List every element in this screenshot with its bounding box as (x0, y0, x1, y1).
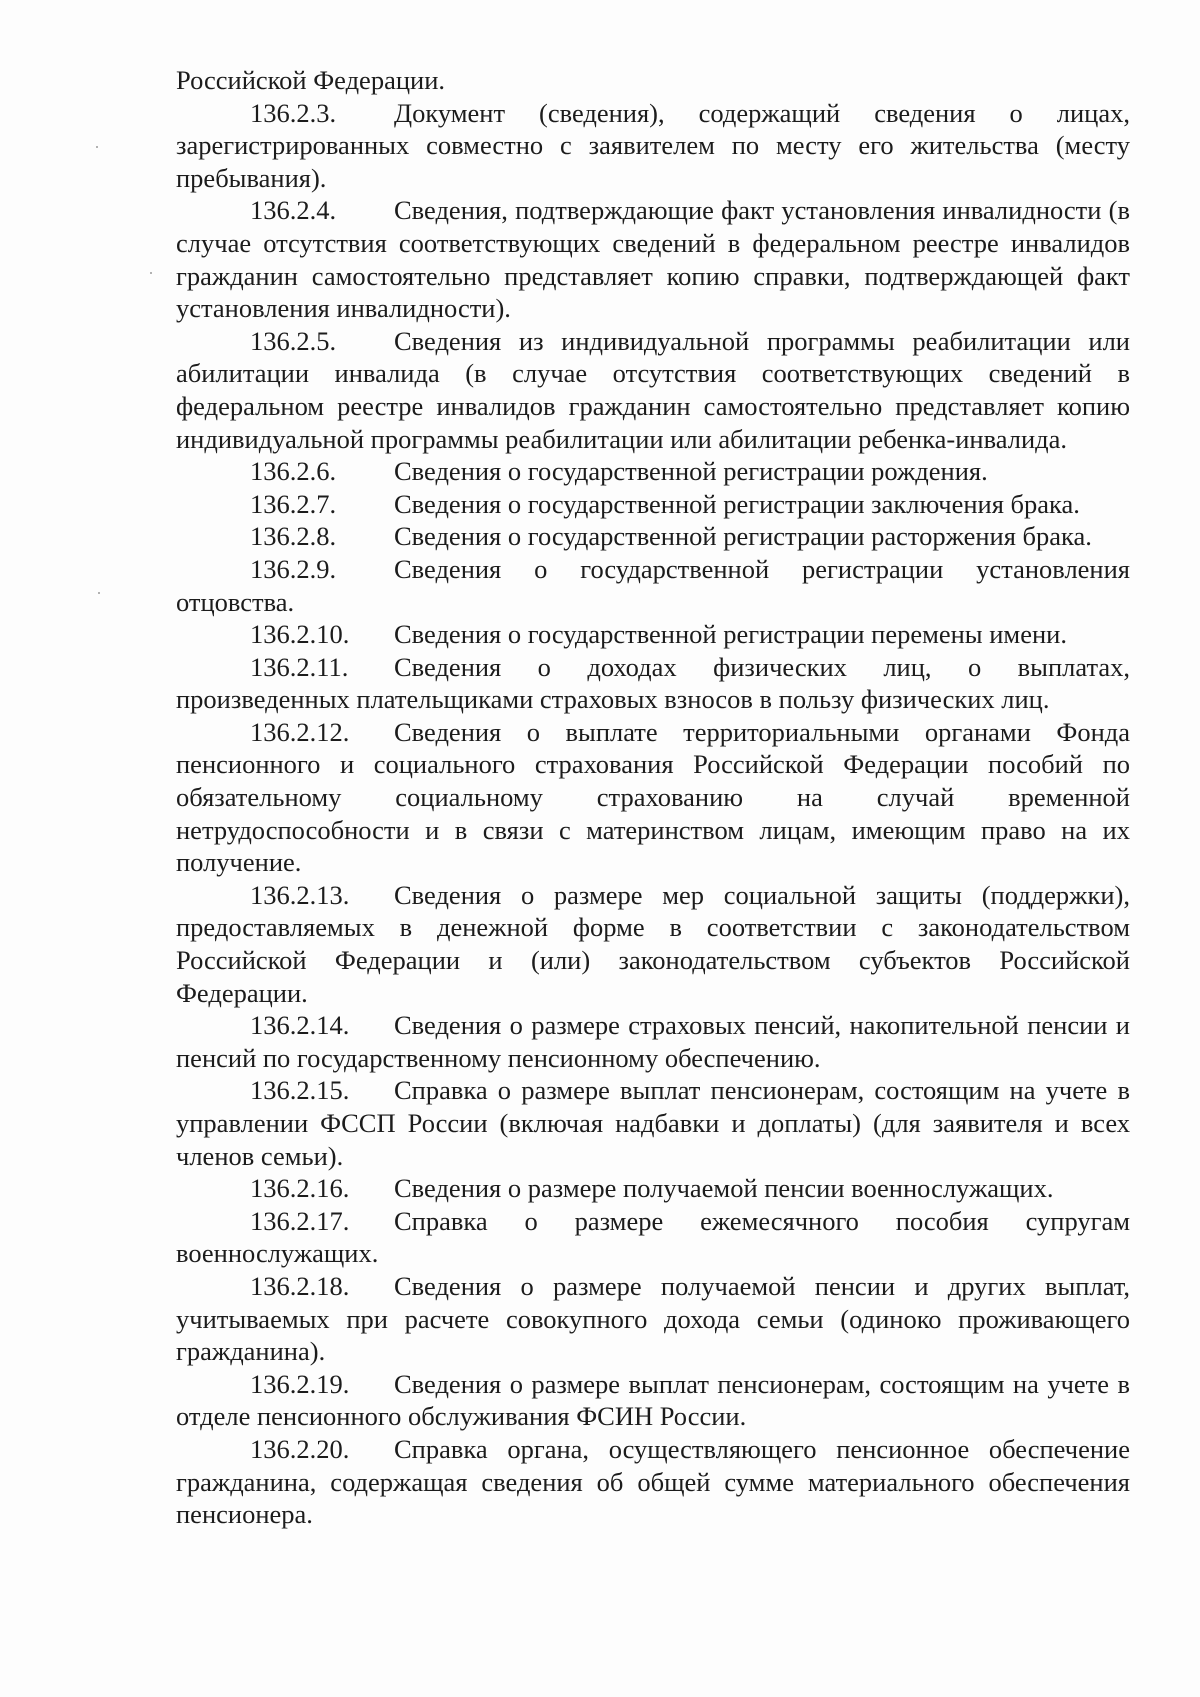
list-item (176, 1009, 1130, 1074)
item-text: Сведения о выплате территориальными органами Фонда пенсионного и социального страхования Российской Федерации пособий по обязательному социальному страхованию на случай временной нетрудоспособности и в связи с материнством лицам, имеющим право на их получение. (176, 716, 1130, 878)
list-item (176, 553, 1130, 618)
list-item (176, 520, 1130, 553)
item-number: 136.2.5. (250, 325, 337, 356)
list-item (176, 194, 1130, 324)
item-number: 136.2.13. (250, 879, 350, 910)
item-text: Сведения о государственной регистрации установления отцовства. (176, 553, 1130, 617)
item-text: Сведения о государственной регистрации расторжения брака. (394, 521, 1092, 552)
item-number: 136.2.9. (250, 553, 337, 584)
item-number: 136.2.17. (250, 1205, 350, 1236)
list-item (176, 1074, 1130, 1172)
document-body (176, 64, 1130, 1531)
item-text: Сведения, подтверждающие факт установления инвалидности (в случае отсутствия соответствующих сведений в федеральном реестре инвалидов гражданин самостоятельно представляет копию справки, подтверждающей факт установления инвалидности). (176, 195, 1130, 324)
scan-speck (98, 592, 100, 594)
scan-speck (96, 146, 98, 148)
list-item (176, 455, 1130, 488)
item-number: 136.2.3. (250, 97, 337, 128)
list-item (176, 1270, 1130, 1368)
list-item (176, 1205, 1130, 1270)
item-text: Сведения о размере получаемой пенсии военнослужащих. (394, 1173, 1054, 1204)
item-text: Сведения о размере страховых пенсий, накопительной пенсии и пенсий по государственному пенсионному обеспечению. (176, 1010, 1130, 1073)
item-number: 136.2.6. (250, 456, 337, 487)
item-text: Сведения о размере мер социальной защиты (поддержки), предоставляемых в денежной форме в соответствии с законодательством Российской Федерации и (или) законодательством субъектов Российской Федерации. (176, 879, 1130, 1008)
item-text: Справка о размере ежемесячного пособия супругам военнослужащих. (176, 1205, 1130, 1269)
list-item (176, 1172, 1130, 1205)
list-item (176, 879, 1130, 1009)
list-item (176, 97, 1130, 195)
item-text: Сведения о размере выплат пенсионерам, состоящим на учете в отделе пенсионного обслуживания ФСИН России. (176, 1368, 1130, 1432)
list-item (176, 325, 1130, 455)
item-text: Сведения о государственной регистрации заключения брака. (394, 488, 1080, 519)
list-item (176, 488, 1130, 521)
scan-speck (150, 272, 152, 274)
item-number: 136.2.14. (250, 1010, 350, 1041)
item-number: 136.2.10. (250, 619, 350, 650)
item-text: Сведения из индивидуальной программы реабилитации или абилитации инвалида (в случае отсутствия соответствующих сведений в федеральном реестре инвалидов гражданин самостоятельно представляет копию индивидуальной программы реабилитации или абилитации ребенка-инвалида. (176, 325, 1130, 454)
item-number: 136.2.18. (250, 1270, 350, 1301)
list-item (176, 1433, 1130, 1531)
opening-line: Российской Федерации. (176, 65, 445, 95)
item-text: Сведения о государственной регистрации рождения. (394, 456, 988, 487)
item-number: 136.2.20. (250, 1433, 350, 1464)
item-text: Сведения о доходах физических лиц, о выплатах, произведенных плательщиками страховых взносов в пользу физических лиц. (176, 651, 1130, 715)
item-number: 136.2.19. (250, 1368, 350, 1399)
item-text: Сведения о размере получаемой пенсии и других выплат, учитываемых при расчете совокупного дохода семьи (одиноко проживающего гражданина). (176, 1270, 1130, 1367)
item-text: Сведения о государственной регистрации перемены имени. (394, 619, 1067, 650)
item-number: 136.2.12. (250, 716, 350, 747)
item-number: 136.2.8. (250, 521, 337, 552)
item-text: Документ (сведения), содержащий сведения о лицах, зарегистрированных совместно с заявителем по месту его жительства (месту пребывания). (176, 97, 1130, 193)
item-number: 136.2.16. (250, 1173, 350, 1204)
item-number: 136.2.15. (250, 1075, 350, 1106)
list-item (176, 716, 1130, 879)
item-number: 136.2.11. (250, 651, 349, 682)
list-item (176, 618, 1130, 651)
item-text: Справка о размере выплат пенсионерам, состоящим на учете в управлении ФССП России (включая надбавки и доплаты) (для заявителя и всех членов семьи). (176, 1075, 1130, 1171)
list-item (176, 1368, 1130, 1433)
item-number: 136.2.4. (250, 195, 337, 226)
list-item (176, 651, 1130, 716)
item-number: 136.2.7. (250, 488, 337, 519)
item-text: Справка органа, осуществляющего пенсионное обеспечение гражданина, содержащая сведения об общей сумме материального обеспечения пенсионера. (176, 1433, 1130, 1530)
